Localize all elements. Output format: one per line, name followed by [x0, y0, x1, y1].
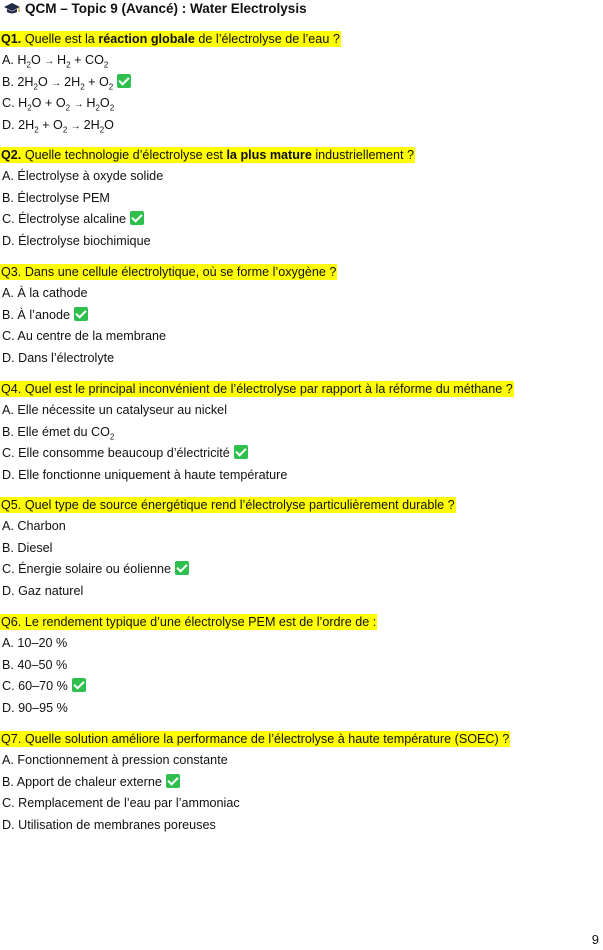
answer-option: [0, 115, 600, 137]
question-text: [0, 31, 341, 47]
answer-option: [0, 559, 600, 581]
question-number: Q6.: [1, 615, 22, 629]
option-text: $2H_2 + O_2 \to 2H_2O$: [18, 117, 114, 135]
page-title: [4, 1, 307, 16]
question-number: Q4.: [1, 382, 22, 396]
question-text-part: Quel type de source énergétique rend l’électrolyse particulièrement durable ?: [24, 498, 455, 512]
option-text: 90–95 %: [18, 700, 68, 715]
option-letter: A.: [2, 169, 14, 183]
option-letter: D.: [2, 117, 15, 132]
option-letter: B.: [2, 657, 14, 672]
answer-option: [0, 581, 600, 603]
answer-option: [0, 633, 600, 655]
answer-option: [0, 655, 600, 677]
answer-option: [0, 772, 600, 794]
answer-option: [0, 400, 600, 422]
option-text: $2H_2O \to 2H_2 + O_2$: [17, 74, 114, 92]
option-letter: D.: [2, 700, 15, 715]
check-icon: [74, 307, 88, 321]
option-text: Elle consomme beaucoup d’électricité: [18, 446, 230, 461]
question-text: [0, 264, 337, 280]
answer-option: [0, 166, 600, 188]
option-text: Électrolyse à oxyde solide: [17, 169, 164, 183]
option-letter: A.: [2, 519, 14, 533]
question-text-part: Quelle est la: [24, 32, 95, 46]
answer-option: [0, 443, 600, 465]
question-text: [0, 614, 377, 630]
option-letter: B.: [2, 74, 14, 89]
question-number: Q3.: [1, 265, 22, 279]
option-letter: C.: [2, 679, 15, 694]
question-text: [0, 381, 514, 397]
option-text: Elle nécessite un catalyseur au nickel: [17, 403, 227, 417]
option-letter: D.: [2, 467, 15, 482]
option-text: $H_2O \to H_2 + CO_2$: [17, 53, 109, 70]
option-letter: B.: [2, 424, 14, 439]
question-number: Q5.: [1, 498, 22, 512]
option-text: Apport de chaleur externe: [16, 774, 162, 789]
option-text: Électrolyse biochimique: [18, 233, 151, 248]
option-text: Fonctionnement à pression constante: [17, 753, 228, 767]
question-block: [0, 147, 600, 252]
answer-option: [0, 465, 600, 487]
answer-option: [0, 188, 600, 210]
question-block: [0, 381, 600, 486]
option-text: Dans l’électrolyte: [18, 350, 115, 365]
option-text: $H_2O + O_2 \to H_2O_2$: [18, 96, 115, 113]
question-text-part: Dans une cellule électrolytique, où se forme l’oxygène ?: [24, 265, 337, 279]
option-letter: D.: [2, 583, 15, 598]
question-emphasis: la plus mature: [226, 148, 312, 162]
answer-option: [0, 348, 600, 370]
option-text: Électrolyse PEM: [17, 190, 110, 205]
option-letter: B.: [2, 307, 14, 322]
question-text: [0, 147, 415, 163]
answer-option: [0, 676, 600, 698]
answer-option: [0, 326, 600, 348]
answer-option: [0, 750, 600, 772]
answer-option: [0, 516, 600, 538]
answer-option: [0, 305, 600, 327]
option-letter: C.: [2, 796, 15, 811]
check-icon: [234, 445, 248, 459]
option-text: Elle fonctionne uniquement à haute température: [18, 467, 288, 482]
graduation-cap-icon: [4, 3, 20, 15]
answer-option: [0, 231, 600, 253]
option-text: À l’anode: [17, 307, 71, 322]
option-letter: C.: [2, 329, 15, 344]
option-text: À la cathode: [17, 286, 88, 300]
option-letter: B.: [2, 774, 14, 789]
answer-option: [0, 698, 600, 720]
question-block: [0, 731, 600, 836]
option-text: Énergie solaire ou éolienne: [18, 562, 171, 577]
title-text: QCM – Topic 9 (Avancé) : Water Electrolysis: [25, 1, 307, 16]
question-number: Q2.: [1, 148, 22, 162]
question-text: [0, 731, 510, 747]
option-letter: C.: [2, 212, 15, 227]
option-letter: A.: [2, 53, 14, 67]
answer-option: [0, 72, 600, 94]
option-text: Au centre de la membrane: [17, 329, 167, 344]
answer-option: [0, 815, 600, 837]
option-text: Elle émet du $CO_2$: [17, 424, 115, 442]
option-letter: C.: [2, 562, 15, 577]
option-text: Gaz naturel: [18, 583, 84, 598]
answer-option: [0, 283, 600, 305]
option-text: 60–70 %: [18, 679, 68, 694]
option-text: Diesel: [17, 540, 53, 555]
question-text: [0, 497, 456, 513]
check-icon: [166, 774, 180, 788]
answer-option: [0, 209, 600, 231]
question-block: [0, 497, 600, 602]
question-text-part: de l’électrolyse de l’eau ?: [198, 32, 340, 46]
option-text: 40–50 %: [17, 657, 68, 672]
option-letter: B.: [2, 540, 14, 555]
option-text: Utilisation de membranes poreuses: [18, 817, 216, 832]
option-letter: D.: [2, 817, 15, 832]
check-icon: [130, 211, 144, 225]
option-letter: A.: [2, 753, 14, 767]
check-icon: [72, 678, 86, 692]
option-text: Remplacement de l’eau par l’ammoniac: [18, 796, 240, 811]
answer-option: [0, 93, 600, 115]
question-text-part: Quel est le principal inconvénient de l’électrolyse par rapport à la réforme du méthane ?: [24, 382, 513, 396]
question-emphasis: réaction globale: [98, 32, 195, 46]
option-letter: C.: [2, 446, 15, 461]
question-number: Q7.: [1, 732, 22, 746]
question-block: [0, 31, 600, 136]
option-letter: D.: [2, 233, 15, 248]
answer-option: [0, 422, 600, 444]
option-text: Charbon: [17, 519, 66, 533]
question-block: [0, 614, 600, 719]
answer-option: [0, 50, 600, 72]
option-text: Électrolyse alcaline: [18, 212, 127, 227]
answer-option: [0, 538, 600, 560]
question-text-part: Quelle technologie d’électrolyse est: [24, 148, 223, 162]
option-letter: A.: [2, 636, 14, 650]
page-number: 9: [591, 932, 599, 947]
option-letter: A.: [2, 286, 14, 300]
answer-option: [0, 793, 600, 815]
option-letter: B.: [2, 190, 14, 205]
question-block: [0, 264, 600, 369]
check-icon: [117, 74, 131, 88]
question-text-part: industriellement ?: [315, 148, 415, 162]
question-number: Q1.: [1, 32, 22, 46]
option-letter: D.: [2, 350, 15, 365]
question-text-part: Quelle solution améliore la performance de l’électrolyse à haute température (SOEC) ?: [24, 732, 510, 746]
option-text: 10–20 %: [17, 636, 68, 650]
check-icon: [175, 561, 189, 575]
option-letter: A.: [2, 403, 14, 417]
option-letter: C.: [2, 96, 15, 111]
question-text-part: Le rendement typique d’une électrolyse PEM est de l’ordre de :: [24, 615, 377, 629]
